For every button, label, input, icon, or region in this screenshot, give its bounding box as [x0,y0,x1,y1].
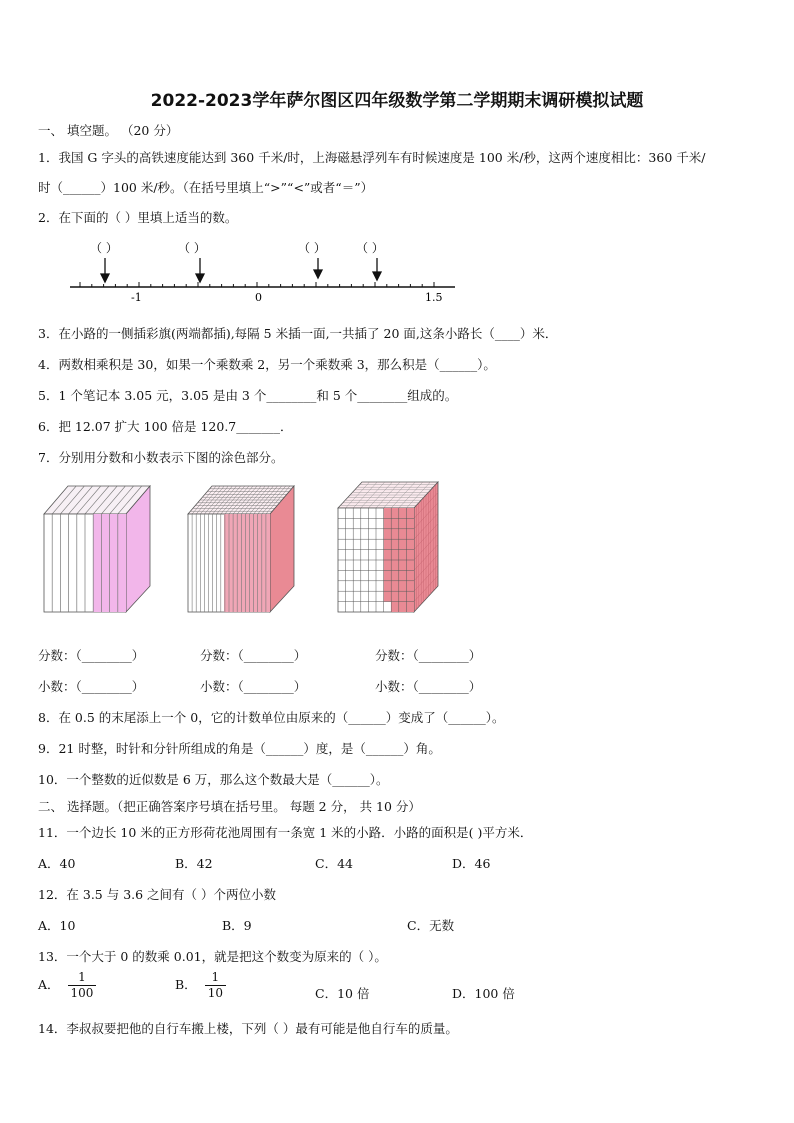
section-choice-heading: 二、 选择题。（把正确答案序号填在括号里。 每题 2 分， 共 10 分） [38,799,421,814]
shaded-cell [399,550,407,560]
number-line-blank: （ ） [298,241,326,255]
shaded-cell [391,518,399,528]
number-line-blank: （ ） [178,241,206,255]
q13-option-a [38,970,96,1001]
fraction-denominator: 10 [207,986,223,1000]
shaded-cell [406,570,414,580]
question-6: 6．把 12.07 扩大 100 倍是 120.7_______． [38,419,293,434]
question-14: 14．李叔叔要把他的自行车搬上楼，下列（ ）最有可能是他自行车的质量。 [38,1021,458,1036]
question-1-line-2: 时（______）100 米/秒。（在括号里填上“>”“<”或者“＝”） [38,180,374,195]
shaded-cell [384,560,392,570]
number-line-figure [60,236,480,308]
tick-label-0: 0 [255,291,262,304]
q13-option-d: D．100 倍 [452,986,515,1001]
cube-figure-3 [332,478,452,618]
shaded-cell [384,518,392,528]
shaded-cell [399,529,407,539]
shaded-cell [406,560,414,570]
number-line-blank: （ ） [90,241,118,255]
shaded-cell [399,602,407,612]
q7-fraction-label-2: 分数：（________） [200,648,307,663]
shaded-cell [406,550,414,560]
shaded-cell [391,581,399,591]
q12-option-c: C．无数 [407,918,455,933]
shaded-cell [406,602,414,612]
q12-option-b: B．9 [222,918,252,933]
question-5: 5．1 个笔记本 3.05 元，3.05 是由 3 个________和 5 个________组成的。 [38,388,458,403]
q7-fraction-label-3: 分数：（________） [375,648,482,663]
q7-fraction-label-1: 分数：（________） [38,648,145,663]
q7-decimal-label-3: 小数：（________） [375,679,482,694]
shaded-cell [384,581,392,591]
question-10: 10．一个整数的近似数是 6 万，那么这个数最大是（______）。 [38,772,389,787]
shaded-cell [384,529,392,539]
shaded-cell [399,539,407,549]
q12-option-a: A．10 [38,918,76,933]
question-1-line-1: 1．我国 G 字头的高铁速度能达到 360 千米/时，上海磁悬浮列车有时候速度是 100 米/秒，这两个速度相比：360 千米/ [38,150,706,165]
section-fill-blank-heading: 一、 填空题。 （20 分） [38,123,179,138]
shaded-cell [406,518,414,528]
cube-figure-2 [182,478,302,618]
q13-option-b-label: B． [175,977,197,992]
question-12: 12．在 3.5 与 3.6 之间有（ ）个两位小数 [38,887,277,902]
shaded-cell [399,570,407,580]
shaded-cell [391,560,399,570]
shaded-cell [406,581,414,591]
q13-option-c: C．10 倍 [315,986,370,1001]
cube-figure-1 [38,478,158,618]
shaded-cell [399,591,407,601]
question-3: 3．在小路的一侧插彩旗(两端都插),每隔 5 米插一面,一共插了 20 面,这条小路长（____）米． [38,326,558,341]
question-9: 9．21 时整，时针和分针所组成的角是（______）度，是（______）角。 [38,741,441,756]
shaded-cell [391,602,399,612]
shaded-cell [406,508,414,518]
arrow-icons [101,258,381,282]
shaded-cell [384,539,392,549]
fraction-one-hundredth [68,970,97,1001]
shaded-cell [384,508,392,518]
shaded-cell [406,539,414,549]
number-line-blank: （ ） [356,241,384,255]
tick-label-neg1: -1 [131,291,142,304]
shaded-cell [384,550,392,560]
q11-option-b: B．42 [175,856,213,871]
question-7: 7．分别用分数和小数表示下图的涂色部分。 [38,450,284,465]
fraction-numerator: 1 [68,970,97,986]
tick-label-1.5: 1.5 [425,291,443,304]
q7-decimal-label-2: 小数：（________） [200,679,307,694]
shaded-cell [391,529,399,539]
shaded-cell [399,560,407,570]
shaded-cell [406,591,414,601]
question-11: 11．一个边长 10 米的正方形荷花池周围有一条宽 1 米的小路．小路的面积是( )平方米． [38,825,533,840]
question-2: 2．在下面的（ ）里填上适当的数。 [38,210,238,225]
shaded-cell [391,508,399,518]
shaded-cell [391,570,399,580]
shaded-cell [406,529,414,539]
q13-option-a-label: A． [38,977,60,992]
shaded-cell [399,518,407,528]
question-13: 13．一个大于 0 的数乘 0.01，就是把这个数变为原来的（ ）。 [38,949,387,964]
shaded-cell [391,539,399,549]
question-8: 8．在 0.5 的末尾添上一个 0，它的计数单位由原来的（______）变成了（______）。 [38,710,505,725]
q11-option-a: A．40 [38,856,76,871]
shaded-cell [384,591,392,601]
q11-option-c: C．44 [315,856,353,871]
q13-option-b [175,970,226,1001]
shaded-cell [391,550,399,560]
fraction-numerator: 1 [205,970,226,986]
page-title: 2022-2023学年萨尔图区四年级数学第二学期期末调研模拟试题 [150,91,644,111]
shaded-cell [391,591,399,601]
fraction-denominator: 100 [70,986,94,1000]
question-4: 4．两数相乘积是 30，如果一个乘数乘 2，另一个乘数乘 3，那么积是（______）。 [38,357,496,372]
shaded-cell [399,581,407,591]
q7-decimal-label-1: 小数：（________） [38,679,145,694]
shaded-cell [384,570,392,580]
shaded-cell [399,508,407,518]
fraction-one-tenth [205,970,226,1001]
q11-option-d: D．46 [452,856,491,871]
